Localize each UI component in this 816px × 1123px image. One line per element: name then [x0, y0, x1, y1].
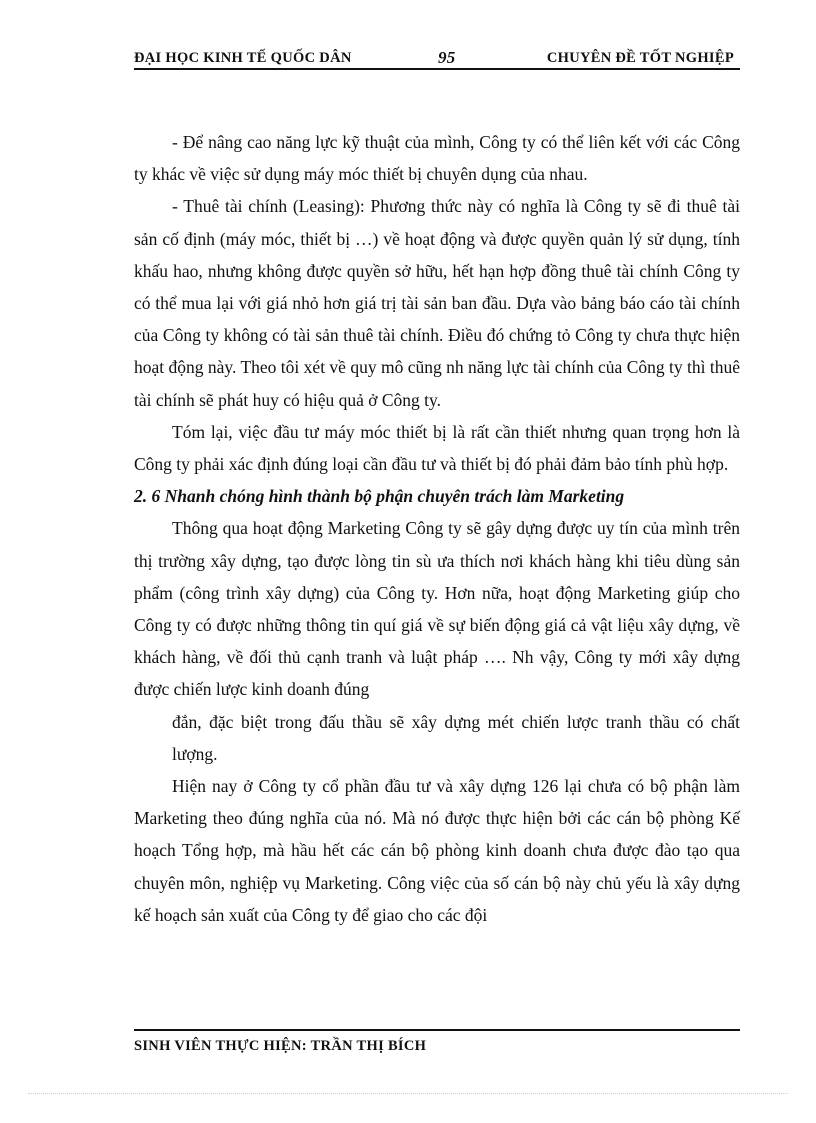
paragraph-equipment-linking: - Để nâng cao năng lực kỹ thuật của mình, Công ty có thể liên kết với các Công ty khác về việc sử dụng máy móc thiết bị chuyên dụng của nhau. — [134, 132, 740, 185]
paragraph-marketing-continuation: đắn, đặc biệt trong đấu thầu sẽ xây dựng mét chiến lược tranh thầu có chất lượng. — [172, 711, 740, 764]
paragraph-marketing-benefits: Thông qua hoạt động Marketing Công ty sẽ gây dựng được uy tín của mình trên thị trường xây dựng, tạo được lòng tin sù ưa thích nơi khách hàng khi tiêu dùng sản phẩm (công trình xây dựng) của Công ty. Hơn nữa, hoạt động Marketing giúp cho Công ty có được những thông tin quí giá về sự biến động giá cả vật liệu xây dựng, về khách hàng, về đối thủ cạnh tranh và luật pháp …. Nh vậy, Công ty mới xây dựng được chiến lược kinh doanh đúng — [134, 518, 740, 700]
header-page-number: 95 — [438, 48, 456, 67]
paragraph-leasing: - Thuê tài chính (Leasing): Phương thức này có nghĩa là Công ty sẽ đi thuê tài sản cố định (máy móc, thiết bị …) về hoạt động và được quyền quản lý sử dụng, tính khấu hao, nhưng không được quyền sở hữu, hết hạn hợp đồng thuê tài chính Công ty có thể mua lại với giá nhỏ hơn giá trị tài sản ban đầu. Dựa vào bảng báo cáo tài chính của Công ty không có tài sản thuê tài chính. Điều đó chứng tỏ Công ty chưa thực hiện hoạt động này. Theo tôi xét về quy mô cũng nh năng lực tài chính của Công ty thì thuê tài chính sẽ phát huy có hiệu quả ở Công ty. — [134, 196, 740, 410]
document-body — [134, 126, 740, 931]
header-document-type: CHUYÊN ĐỀ TỐT NGHIỆP — [546, 50, 734, 66]
paragraph-summary: Tóm lại, việc đầu tư máy móc thiết bị là rất cần thiết nhưng quan trọng hơn là Công ty phải xác định đúng loại cần đầu tư và thiết bị đó phải đảm bảo tính phù hợp. — [134, 421, 740, 475]
page-footer: SINH VIÊN THỰC HIỆN: TRẦN THỊ BÍCH — [134, 1029, 740, 1055]
header-university: ĐẠI HỌC KINH TẾ QUỐC DÂN — [134, 50, 352, 66]
page-bottom-divider — [28, 1093, 788, 1094]
section-heading: 2. 6 Nhanh chóng hình thành bộ phận chuyên trách làm Marketing — [134, 486, 625, 507]
page-header — [134, 48, 740, 70]
paragraph-current-situation: Hiện nay ở Công ty cổ phần đầu tư và xây dựng 126 lại chưa có bộ phận làm Marketing theo đúng nghĩa của nó. Mà nó được thực hiện bởi các cán bộ phòng Kế hoạch Tổng hợp, mà hầu hết các cán bộ phòng kinh doanh chưa được đào tạo qua chuyên môn, nghiệp vụ Marketing. Công việc của số cán bộ này chủ yếu là xây dựng kế hoạch sản xuất của Công ty để giao cho các đội — [134, 776, 740, 925]
